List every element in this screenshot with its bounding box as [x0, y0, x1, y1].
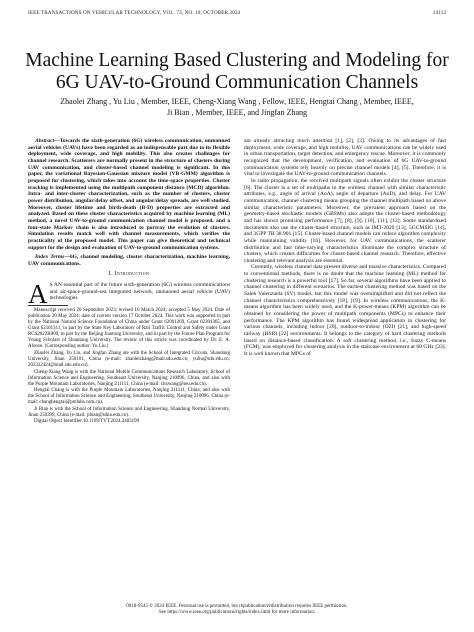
authors-line-2: Ji Bian , Member, IEEE, and Jingfan Zhang — [166, 108, 308, 117]
paper-title: Machine Learning Based Clustering and Modeling for 6G UAV-to-Ground Communication Channels — [25, 50, 449, 93]
page-number: 14113 — [432, 10, 446, 16]
journal-header: IEEE TRANSACTIONS ON VEHICULAR TECHNOLOGY, VOL. 73, NO. 10, OCTOBER 2024 — [28, 10, 241, 16]
left-column — [28, 138, 230, 426]
body-paragraph: are already attracting much attention [1], [2], [3]. Owing to its advantages of fast deployment, wide coverage, and high mobility, UAV communications can be widely used in urban transportation, target detection, and emergency rescue. Moreover, it is commonly recognized that the development, verification, and evaluation of 6G UAV-to-ground communication systems rely heavily on precise channel models [4], [5]. Therefore, it is vital to investigate the UAV-to-ground communication channels. — [244, 138, 446, 178]
index-terms-text: —6G, channel modeling, cluster characterization, machine learning, UAV communications. — [28, 254, 231, 267]
authors-line-1: Zhaolei Zhang , Yu Liu , Member, IEEE, Cheng-Xiang Wang , Fellow, IEEE, Hengtai Chang , Member, IEEE, — [60, 97, 414, 106]
section-heading-introduction: I. Introduction — [108, 271, 150, 278]
permissions-line: See https://www.ieee.org/publications/rights/index.html for more information. — [158, 610, 316, 615]
abstract-lead: Abstract — [35, 138, 55, 144]
copyright-line: 0018-9545 © 2024 IEEE. Personal use is permitted, but republication/redistribution requires IEEE permission. — [126, 604, 348, 609]
running-head — [28, 10, 446, 20]
footnotes — [28, 308, 230, 425]
footnote-doi: Digital Object Identifier 10.1109/TVT.2024.3403190 — [34, 419, 140, 425]
intro-text: essential part of the future sixth-generation (6G) wireless communications and air-space-ground-sea integrated network, unmanned aerial vehicle (UAV) technologies — [49, 282, 230, 302]
footnote-affiliation: Zhaolei Zhang, Yu Liu, and Jingfan Zhang are with the School of Integrated Circuits, Shandong University, Jinan 250101, China (e-mail: zhaoleizhang@mail.sdu.edu.cn; yuliu@sdu.edu.cn; 202332424@mail.sdu.edu.cn). — [28, 350, 230, 369]
introduction-paragraph — [28, 279, 230, 310]
abstract — [28, 138, 230, 251]
index-terms — [28, 254, 230, 267]
body-paragraph: Currently, wireless channel data present diverse and massive characteristics. Compared to conventional methods, there is no doubt that the machine learning (ML) method for clustering research is a powerful tool [17]. So far, several algorithms have been applied to channel clustering in different scenarios. The earliest clustering method was based on the Saleh Valenzuela (SV) model, but this model was oversimplified and did not reflect the channel characteristics comprehensively [18], [19]. In wireless communications, the K-means algorithm has been widely used, and the K-power-means (KPM) algorithm can be obtained by considering the power of multipath components (MPCs) to enhance their performance. The KPM algorithm has found widespread application in clustering for various channels, including indoor [20], outdoor-to-indoor (O2I) [21], and high-speed railway (HSR) [22] environments. It belongs to the category of hard clustering methods based on distance-based classification. A soft clustering method, i.e., fuzzy C-means (FCM), was employed for clustering analysis in the staircase environment at 60 GHz [23]. It is well known that MPCs of — [244, 264, 446, 357]
footnote-affiliation: Cheng-Xiang Wang is with the National Mobile Communications Research Laboratory, School of Information Science and Engineering, Southeast University, Nanjing 210096, China, and also with the Purple Mountain Laboratories, Nanjing 211111, China (e-mail: chxwang@seu.edu.cn). — [28, 369, 230, 387]
copyright-footer — [20, 604, 454, 616]
body-paragraph: In radio propagation, the received multipath signals often exhibit the cluster structure [6]. The cluster is a set of multipaths in the wireless channel with similar characteristic attributes, e.g., angle of arrival (AoA), angle of departure (AoD), and delay. For UAV communication, channel clustering means grouping the channel multipath based on above similar characteristic parameters. Moreover, the prevalent approach based on the geometry-based stochastic models (GBSMs) also adopts the cluster-based methodology and has shown promising performance [7], [8], [9], [10], [11], [12]. Some standardized documents also use the cluster-based structure, such as IMT-2020 [13], 5GCMSIG [14], and 3GPP TR 38.901 [15]. Cluster-based channel models can reduce algorithm complexity while maintaining validity [16]. However, for UAV communications, the scatterer distribution and fast time-varying characteristics illuminate the complex structure of clusters, which creates difficulties for cluster-based channel research. Therefore, effective clustering and relevant analysis are essential. — [244, 177, 446, 264]
right-column — [244, 138, 446, 358]
footnote-affiliation: Hengtai Chang is with the Purple Mountain Laboratories, Nanjing 211111, China, and also with the School of Information Science and Engineering, Southeast University, Nanjing 210096, China (e-mail: changhengtai@pmlabs.com.cn). — [28, 388, 230, 406]
dropcap: A — [28, 279, 48, 310]
author-list — [24, 96, 450, 118]
abstract-text: —Towards the sixth-generation (6G) wireless communication, unmanned aerial vehicles (UAVs) have been regarded as an indispensable part due to its flexible deployment, wide coverage, and high mobility. This also creates challenges for channel research. Scatterers are normally present in the structure of clusters during UAV communication, and cluster-based channel modeling is significant. In this paper, the variational Bayesian-Gaussian mixture model (VB-GMM) algorithm is proposed for clustering, which takes into account the time-space properties. Cluster tracking is implemented using the multipath component distance (MCD) algorithm. Intra- and inter-cluster characterization, such as the number of clusters, cluster power distribution, angular/delay offset, and angular/delay spreads, are well studied. Moreover, cluster lifetime and birth-death (B-D) properties are extracted and analyzed. Based on these cluster characteristics acquired by machine learning (ML) method, a novel UAV-to-ground communication channel model is proposed, and a four-state Markov chain is also introduced to portray the evolution of clusters. Simulation results match well with channel measurements, which verifies the practicality of the proposed model. This paper can give theoretical and technical support for the design and evaluation of UAV-to-ground communication systems. — [28, 138, 230, 251]
footnote-affiliation: Ji Bian is with the School of Information Science and Engineering, Shandong Normal University, Jinan 250399, China (e-mail: jibian@sdnu.edu.cn). — [28, 406, 230, 418]
index-terms-lead: Index Terms — [35, 254, 65, 261]
footnote-manuscript: Manuscript received 20 September 2023; revised 16 March 2024; accepted 5 May 2024. Date of publication 20 May 2024; date of current version 17 October 2024. This work was supported in part by the National Natural Science Foundation of China under Grant 62001269, Grant 62301365, and Grant 62101311, in part by the State Key Laboratory of Rail Traffic Control and Safety under Grant RCS2022K009, in part by the Beijing Jiaotong University, and in part by the Future Plan Program for Young Scholars of Shandong University. The review of this article was coordinated by Dr. E. A. Alonso. (Corresponding author: Yu Liu.) — [28, 308, 230, 350]
intro-lead: S AN — [49, 282, 62, 289]
